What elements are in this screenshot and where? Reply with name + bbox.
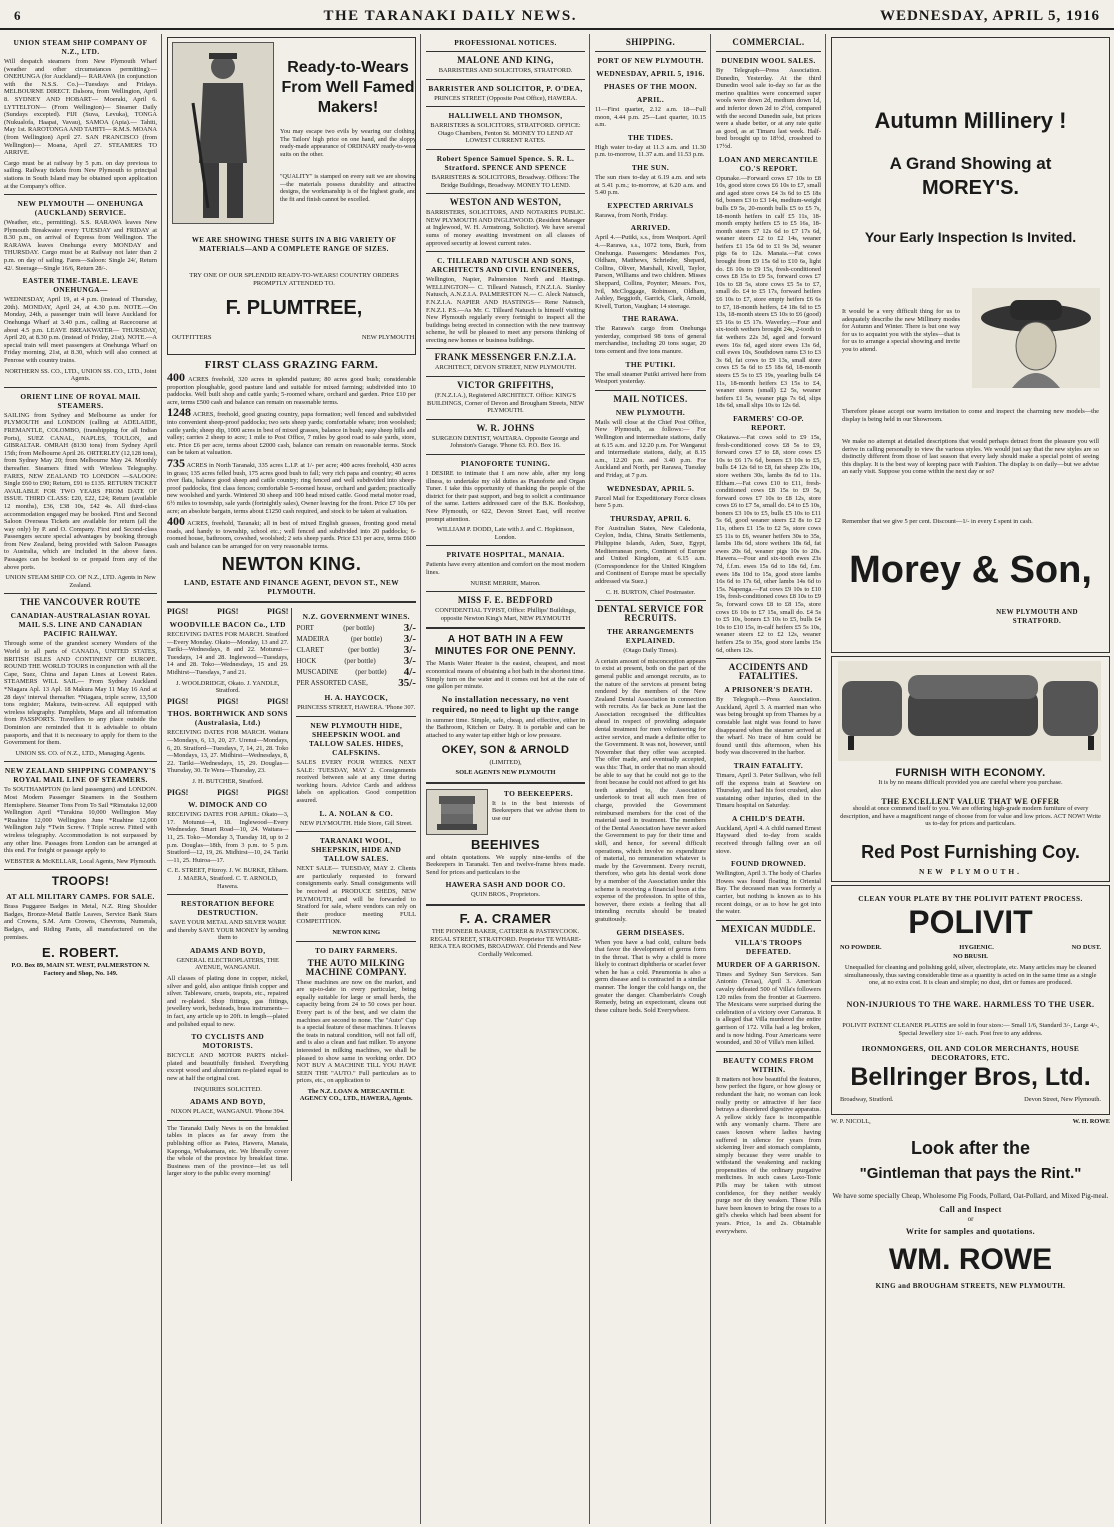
vancouver-route-sign: UNION SS. CO. of N.Z., LTD., Managing Agents. <box>15 749 146 757</box>
pig-food-text: We have some specially Cheap, Wholesome Pig Foods, Pollard, Oat-Pollard, and Mixed Pig-meal. <box>832 1191 1109 1200</box>
red-post-advert <box>831 656 1110 882</box>
moon-month: APRIL. <box>636 95 665 104</box>
easter-timetable-heading: EASTER TIME-TABLE. LEAVE ONEHUNGA— <box>22 276 139 295</box>
okey-arnold-sub: (LIMITED), <box>489 758 522 766</box>
plumtree-location: NEW PLYMOUTH. <box>361 334 416 341</box>
mexican-heading: MEXICAN MUDDLE. <box>721 923 816 934</box>
pigs-banner-3: PIGS! PIGS! PIGS! <box>167 787 289 797</box>
messenger-text: ARCHITECT, DEVON STREET, NEW PLYMOUTH. <box>434 364 577 372</box>
dairy-heading: TO DAIRY FARMERS. <box>314 945 398 955</box>
train-text: Timaru, April 3. Peter Sullivan, who fell off the express train at Seaview on Thursday, and had his foot crushed, also sustaining other injuries, died in the Timaru hospital on Saturday. <box>716 771 821 810</box>
dimock-heading: W. DIMOCK AND CO <box>188 800 268 810</box>
hospital-sign: NURSE MERRIE, Matron. <box>470 579 541 587</box>
beehive-icon <box>427 790 487 834</box>
borthwick-sign: J. H. BUTCHER, Stratford. <box>192 777 264 785</box>
weston-heading: WESTON AND WESTON, <box>449 197 562 208</box>
bedford-text: CONFIDENTIAL TYPIST, Office: Phillips' Buildings, opposite Newton King's Mart, NEW PLYMOUTH <box>435 607 576 622</box>
quality-text: "QUALITY" is stamped on every suit we are showing—the materials possess durability and attractive designs, the workmanship is of the highest grade, and the fit and finish cannot be excelled. <box>280 173 416 203</box>
furnish-heading: FURNISH WITH ECONOMY. <box>895 767 1046 779</box>
beauty-heading: BEAUTY COMES FROM WITHIN. <box>723 1055 814 1074</box>
hawera-sash-sign: QUIN BROS., Proprietors. <box>470 891 541 899</box>
dimock-text: RECEIVING DATES FOR APRIL: Okato—3, 17. Motunui—4, 18. Inglewood—Every Wednesday. Smart Road—10, 24. Waitara—11, 25. Toko—Monday 3, Tuesday 18, up to 2 p.m. Douglas—18th, from 3 p.m. to 5 p.m. Stratford—12, 19, 26. Midhirst—10, 24. Tariki—11, 25. Huiroa—17. <box>167 811 289 864</box>
restoration-text: SAVE YOUR METAL AND SILVER WARE and thereby SAVE YOUR MONEY by sending them to <box>167 919 289 942</box>
auto-milking-text: These machines are now on the market, and are up-to-date in every particular, being equally suitable for large or small herds, the capacity being from 24 to 50 cows per hour. Every part is of the best, and we claim the machines are second to none. The "Auto" Cup is a special feature of these machines. It leaves the teats in natural condition, will not fall off, and is also a clean and fast milker. To anyone interested in milking machines, we shall be pleased to show same in working order. DO NOT BUY A MACHINE TILL YOU HAVE SEEN THE "AUTO." Full particulars as to prices, etc., on application to <box>296 978 416 1085</box>
beehives-heading: BEEHIVES <box>471 836 540 852</box>
adams-boyd-2-addr: NIXON PLACE, WANGANUI. 'Phone 394. <box>170 1108 285 1116</box>
nzp-hide-heading: NEW PLYMOUTH HIDE, SHEEPSKIN WOOL and TALLOW SALES. HIDES, CALFSKINS. <box>309 721 404 758</box>
auto-milking-heading: THE AUTO MILKING MACHINE COMPANY. <box>305 957 407 977</box>
borthwick-heading: THOS. BORTHWICK AND SONS (Australasia, Ltd.) <box>167 709 288 728</box>
farm-listing-2 <box>167 405 416 457</box>
nz-wines-heading: N.Z. GOVERNMENT WINES. <box>302 612 410 622</box>
pigs-banner-2: PIGS! PIGS! PIGS! <box>167 696 289 706</box>
therefore-text: Therefore please accept our warm invitation to come and inspect the charming new models—the display is being held in our Showroom. <box>842 408 1099 423</box>
messenger-heading: FRANK MESSENGER F.N.Z.I.A. <box>434 352 577 363</box>
wool-sales-heading: DUNEDIN WOOL SALES. <box>721 56 816 65</box>
wine-unit: (per bottle) <box>344 657 376 666</box>
odea-heading: BARRISTER AND SOLICITOR, P. O'DEA, <box>428 83 583 93</box>
shipping-date: WEDNESDAY, APRIL 5, 1916. <box>596 69 705 78</box>
dental-text: A certain amount of misconception appears to exist at present, both on the part of the general public and amongst recruits, as to the nature of the services at present being rendered by the members of the New Zealand Dental Association in connection with recruits. As far back as June last the Association recognised the difficulties ahead in respect of providing adequate dental treatment for men volunteering for active service, and made a definite offer to the Government. It was not, however, until November that they offer was accepted. The offer made, and eventually accepted, was this: That, in order that no man should be able to say that he could not go to the front because he could not afford to get his teeth attended to, the Association undertook to treat all such men free of charge, provided the Government reimbursed members for the cost of the material used in treatment. The members of the Dental Association have never asked the Government to pay for their time and skill, and hence, for several difficult operations, which involve no expenditure of material, no remuneration whatever is made by the Government. Every recruit, therefore, who gets his dental work done by a member of the Association under this scheme is receiving a financial boon at the expense of the profession. In spite of this, however, there exists a feeling that all intending recruits should be treated gratuitously. <box>595 657 706 923</box>
train-heading: TRAIN FATALITY. <box>733 760 804 770</box>
farm-2-text: ACRES, freehold, good grazing country, papa formation; well fenced and subdivided into convenient sheep-proof paddocks; two sets sheep yards; comfortable whare; iron woolshed; cattle yards; sheep dip, 1000 acres in best of mixed grasses, balance in bush; easy sheep hills and valley; carries 2 sheep to acre; 1 mile to Post Office, 7 miles by good road to sale yards, store, etc. Price £6 per acre, terms about £2000 cash, balance can remain on reasonable terms. Stock can be taken at valuation. <box>167 411 416 457</box>
sun-heading: THE SUN. <box>631 162 670 172</box>
farm-4-acres: 400 <box>167 514 185 529</box>
sun-text: The sun rises to-day at 6.19 a.m. and sets at 5.41 p.m.; to-morrow, at 6.20 a.m. and 5.40 p.m. <box>595 173 706 197</box>
okey-arnold-agents: SOLE AGENTS NEW PLYMOUTH <box>455 769 556 777</box>
hospital-text: Patients have every attention and comfort on the most modern lines. <box>426 561 585 576</box>
haycock-name: H. A. HAYCOCK, <box>324 693 388 703</box>
spence-heading: Robert Spence Samuel Spence. S. R. L. Stratford. SPENCE AND SPENCE <box>436 153 575 172</box>
piano-sign: WILLIAM P. DODD, Late with J. and C. Hopkinson, London. <box>436 526 575 541</box>
adams-boyd-sub: GENERAL ELECTROPLATERS, THE AVENUE, WANGANUI. <box>176 956 279 972</box>
vancouver-route-text: Through some of the grandest scenery Wonders of the World to all parts of CANADA, UNITED STATES, BRITISH ISLES AND CONTINENT OF EUROPE. ROUND THE WORLD TOURS in conjunction with all the Cape, Suez, China and Japan Lines at Lowest Rates. STEAMERS WILL SAIL— From Sydney Auckland *Niagara Apl. 13 Apl. 18 Makura May 11 May 16 And at 28 days' interval thereafter. *Niagara, triple screw, 13,500 tons register; Makura, twin-screw. All equipped with wireless telegraphy. Pamphlets, Maps and all information from PASSPORTS. Travellers to any place outside the Dominion are reminded that it is advisable to obtain passports, and that it is necessary to apply for them to the Government for them. <box>4 640 157 747</box>
farm-1-acres: 400 <box>167 370 185 384</box>
polivit-top-line: CLEAN YOUR PLATE BY THE POLIVIT PATENT PROCESS. <box>858 894 1083 903</box>
tides-heading: THE TIDES. <box>627 132 674 142</box>
taranaki-wool-heading: TARANAKI WOOL, SHEEPSKIN, HIDE AND TALLOW SALES. <box>311 836 402 864</box>
column-3 <box>422 34 590 1524</box>
piano-heading: PIANOFORTE TUNING. <box>460 459 551 469</box>
polivit-nobrush: NO BRUSH. <box>953 953 988 960</box>
wine-price: 4/- <box>403 666 416 679</box>
adams-boyd-text: All classes of plating done in copper, nickel, silver and gold, also antique finish copper and silver. Tableware, cruets, teapots, etc., repaired and re-plated. Shop fittings, gas fittings, jewellery work, bedsteads, brass instruments—in fact, any article up to 20ft. in length—plated and polished equal to new. <box>167 975 289 1028</box>
hot-bath-text: The Manis Water Heater is the easiest, cheapest, and most economical means of obtaining a hot bath in the shortest time. Simply turn on the water and it comes out hot at the rate of one gallon per minute. <box>426 660 585 691</box>
garrison-heading: MURDER OF A GARRISON. <box>716 959 821 969</box>
expected-text: Rarawa, from North, Friday. <box>595 211 668 219</box>
inspection-invite: Your Early Inspection Is Invited. <box>864 229 1077 245</box>
polivit-feature: HYGIENIC. <box>959 944 994 951</box>
putiki-heading: THE PUTIKI. <box>625 359 676 369</box>
rowe-small-name: W. H. ROWE <box>1072 1118 1110 1125</box>
livestock-adverts <box>167 608 416 1180</box>
grazing-farm-heading: FIRST CLASS GRAZING FARM. <box>204 359 379 371</box>
thursday-text: For Australian States, New Caledonia, Ceylon, India, China, Straits Settlements, Philippine Islands, Aden, Suez, Egypt, Mediterranean ports, Continent of Europe and United Kingdom, at 6.15 a.m. (Correspondence for the United Kingdom and Continent of Europe must be specially addressed via Suez.) <box>595 524 706 585</box>
adams-boyd-2-name: ADAMS AND BOYD, <box>189 1097 266 1107</box>
putiki-text: The small steamer Putiki arrived here from Westport yesterday. <box>595 370 706 386</box>
halliwell-text: BARRISTERS & SOLICITORS, STRATFORD. OFFICE: Otago Chambers, Fenton St. MONEY TO LEND AT LOWEST CURRENT RATES. <box>430 122 581 145</box>
morey-son-name: Morey & Son, <box>849 549 1092 591</box>
adams-boyd-name: ADAMS AND BOYD, <box>189 945 266 955</box>
column-2 <box>163 34 421 1524</box>
lady-portrait-illustration <box>972 288 1100 388</box>
column-1 <box>0 34 162 1524</box>
orders-text: TRY ONE OF OUR SPLENDID READY-TO-WEARS! COUNTRY ORDERS PROMPTLY ATTENDED TO. <box>189 272 399 287</box>
farm-listing-1 <box>167 370 416 406</box>
odea-text: PRINCES STREET (Opposite Post Office), HAWERA. <box>434 94 577 102</box>
installation-text: in summer time. Simple, safe, cheap, and effective, either in the Bathroom, Kitchen or Dairy. It is portable and can be attached to any water tap either high or low pressure. <box>426 716 585 739</box>
wine-name: PER ASSORTED CASE, <box>296 679 368 688</box>
onehunga-service-text: (Weather, etc., permitting). S.S. RARAWA leaves New Plymouth Breakwater every TUESDAY and FRIDAY at 8.30 p.m., on arrival of Express from Wellington. The RARAWA leaves Onehunga every MONDAY and THURSDAY. Cargo must be at Railway not later than 2 p.m. on day of sailing. Fares—Saloon: Single 24/, Return 42/. Steerage—Single 16/6, Return 28/-. <box>4 219 157 272</box>
orient-line-text: SAILING from Sydney and Melbourne as under for PLYMOUTH and LONDON (calling at ADELAIDE, FREMANTLE, COLOMBO, (transhipping for all Indian Ports), SUEZ CANAL, NAPLES, TOULON, and GIBRALTAR. OMRAH (8130 tons) from Sydney April 15th; from Melbourne April 26. ORTERLEY (12,128 tons), from Sydney May 20; from Melbourne May 24. Monthly thereafter. Steamers fitted with Wireless Telegraphy. FARES, NEW ZEALAND TO LONDON —SALOON: Single £60 to £90; Return, £91 to £135. RETURN TICKET AVAILABLE FOR TWO YEARS FROM DATE OF ISSUE. THIRD CLASS: £20, £22, £24; Return (available 12 months), £36, £38 10s, £42 4s. All third-class accommodation engaged may be booked. First and Second Saloon Overseas Tickets are available for return (all the way only) by P. and O. Company. First and Second-class Passengers secure special advantages by booking through from New Zealand, being provided with Saloon Passages to Australia, which are included in the above fares. Passages can be booked to or prepaid from any of the above ports. <box>4 411 157 571</box>
rowe-name: WM. ROWE <box>888 1243 1053 1277</box>
wine-name: PORT <box>296 624 314 633</box>
wine-unit: (per bottle) <box>355 668 387 677</box>
natusch-heading: C. TILLEARD NATUSCH AND SONS, ARCHITECTS AND CIVIL ENGINEERS, <box>431 256 580 275</box>
furniture-illustration <box>838 661 1101 761</box>
spence-text: BARRISTERS & SOLICITORS, Broadway. Offices: The Bridge Buildings, Broadway. MONEY TO LEND. <box>431 173 580 189</box>
prisoner-heading: A PRISONER'S DEATH. <box>724 685 813 695</box>
moon-text: 11—First quarter, 2.12 a.m. 18—Full moon, 4.44 p.m. 25—Last quarter, 10.15 a.m. <box>595 106 706 129</box>
morey-millinery-advert <box>831 37 1110 653</box>
okey-arnold-name: OKEY, SON & ARNOLD <box>441 743 570 756</box>
mail-heading: MAIL NOTICES. <box>613 393 688 404</box>
wine-row <box>296 678 416 689</box>
coop-report-text: Okaiawa.—Fat cows sold to £9 15s, fresh-conditioned cows £8 5s to £9, forward cows £7 to £8, store cows £5 10s to £6 17s 6d, boners £3 10s to £5, bulls £4 12s 6d to £8, fat sheep 23s 10s, store wethers 30s, lambs 8s 6d to 11s. Eltham.—Fat cows £10 to £11, fresh-conditioned cows £8 15s to £9 5s, forward cows £7 10s to £8 12s, store cows £6 to £7 5s, small do. £4 to £5 10s, boners £3 10s to £5, bulls £5 10s to £11 5s 6d, good weaner steers £2 8s to £2 11s, others £1 15s to £2 5s, store cows £5 11s to £6, weaner heifers 30s to 35s, lambs 18s 6d, store wethers 18s 6d, fat ewes 20s 6d, weaner pigs 10s to 20s. Hawera.—Four and six-tooth ewes 23s 7d, f.f.m. ewes 15s 6d to 18s 6d, f.m. ewes 18s 10d to 15s, good store lambs 16s 6d to 17s 6d, other lambs 14s 6d to 15s. Napenga.—Fat cows £9 10s to £10 19s, fresh-conditioned cows £8 10s to £9 5s, forward cows £8 to £8 15s, store cows £6 10s to £7 15s, small do. £4 5s to £5 10s, boners £3 10s to £5, bulls £4 10s to £10 15s, in-calf heifers £5 5s 10s, weaner steers £2 to £2 12s, weaner heifers 25s to 35s, good store lambs 15s 6d, others 12s. <box>716 433 821 654</box>
child-text: Auckland, April 4. A child named Ernest Hayward died to-day from scalds received through falling over an oil stove. <box>716 824 821 855</box>
wool-sales-text: By Telegraph—Press Association. Dunedin, Yesterday. At the third Dunedin wool sale to-day so far as the merino qualities were concerned super wools were down 2d, medium down 1d, and inferior down 2d to 2½d, compared with the second Dunedin sale, but prices were a shade better, or at any rate quite as good, as at Timaru last week. Half-bred brought up to 18½d, crossbred to 17½d. <box>716 67 821 150</box>
column-4 <box>591 34 711 1524</box>
rarawa-heading: THE RARAWA. <box>622 314 679 324</box>
shipping-heading: SHIPPING. <box>625 37 676 47</box>
wine-price: 35/- <box>398 677 416 690</box>
loan-report-heading: LOAN AND MERCANTILE CO.'S REPORT. <box>718 154 819 173</box>
port-heading: PORT OF NEW PLYMOUTH. <box>597 56 704 65</box>
tides-text: High water to-day at 11.3 a.m. and 11.30 p.m. to-morrow, 11.37 a.m. and 11.53 p.m. <box>595 143 706 159</box>
mail-text: Mails will close at the Chief Post Office, New Plymouth, as follows:— For Wellington and intermediate stations, daily at 6.15 a.m. and 12.20 p.m. For Wanganui and intermediate stations, daily, at 8.15 a.m., 12.20 p.m. and 3.40 p.m. For Auckland and North, per Rarawa, Tuesday and Friday, at 7 p.m. <box>595 418 706 479</box>
bellringer-footer <box>840 1096 1101 1104</box>
mail-sub: NEW PLYMOUTH. <box>615 407 686 417</box>
discount-text: Remember that we give 5 per cent. Discount—1/- in every £ spent in cash. <box>842 518 1033 525</box>
excellent-heading: THE EXCELLENT VALUE THAT WE OFFER <box>881 797 1060 806</box>
autumn-millinery-headline: Autumn Millinery ! <box>874 108 1067 133</box>
wine-price: 3/- <box>403 655 416 668</box>
woodville-heading: WOODVILLE BACON Co., LTD <box>169 620 286 630</box>
borthwick-text: RECEIVING DATES FOR MARCH. Waitara—Mondays, 6, 13, 20, 27. Urenui—Mondays, 6, 20. Stratford—Tuesdays, 7, 14, 21, 28. Toko—Mondays, 13, 27. Midhirst—Wednesdays, 8, 22. Tariki—Wednesdays, 15, 29. Douglas—Thursday, 30. Te Wera—Thursday, 23. <box>167 729 289 775</box>
auto-milking-sign: The N.Z. LOAN & MERCANTILE AGENCY CO., LTD., HAWERA, Agents. <box>299 1087 413 1103</box>
wine-unit: (per bottle) <box>348 646 380 655</box>
red-post-name: Red Post Furnishing Coy. <box>861 842 1080 862</box>
dental-heading: DENTAL SERVICE FOR RECRUITS. <box>597 604 704 624</box>
hot-bath-heading: A HOT BATH IN A FEW MINUTES FOR ONE PENNY. <box>434 634 577 658</box>
johns-heading: W. R. JOHNS <box>476 422 535 433</box>
beekeepers-heading: TO BEEKEEPERS. <box>503 788 574 798</box>
wine-price: 3/- <box>403 633 416 646</box>
troops-heading: TROOPS! <box>51 874 110 889</box>
piano-text: I DESIRE to intimate that I am now able, after my long illness, to undertake my old duties as Pianoforte and Organ Tuner. I take this opportunity of thanking the people of the district for their past support, and beg to solicit a continuance of the same. Letters addressed care of the B.K. Bookshop, New Plymouth, or 622, Devon Street East, will receive prompt attention. <box>426 470 585 523</box>
lady-hat-icon <box>972 288 1100 388</box>
polivit-feature: NO POWDER. <box>840 944 882 951</box>
cyclists-text: BICYCLE AND MOTOR PARTS nickel-plated and beautifully finished. Everything except wood and aluminium re-plated equal to new at half the original cost. <box>167 1052 289 1082</box>
installation-heading: No installation necessary, no vent required, no need to light up the range <box>432 694 579 714</box>
coop-report-heading: FARMERS' CO-OP. REPORT. <box>733 413 804 432</box>
wine-row <box>296 645 416 656</box>
wine-name: CLARET <box>296 646 324 655</box>
rarawa-text: The Rarawa's cargo from Onehunga yesterday, comprised 98 tons of general merchandise, including 20 tons sugar, 20 tons cement and five tons manure. <box>595 325 706 356</box>
thursday-heading: THURSDAY, APRIL 6. <box>610 513 691 523</box>
pigs-banner-1: PIGS! PIGS! PIGS! <box>167 607 289 617</box>
beehives-text: and obtain quotations. We supply nine-tenths of the Beekeepers in Taranaki. Ten and twelve-frame hives made. Send for prices and particulars to the <box>426 853 585 876</box>
woodville-text: RECEIVING DATES FOR MARCH. Stratford—Every Monday. Okato—Monday, 13 and 27. Tariki—Wednesdays, 8 and 22. Motunui—Tuesdays, 14 and 28. Inglewood—Tuesdays, 14 and 28. Toko—Wednesdays, 15 and 29. Midhirst—Tuesdays, 7 and 21. <box>167 631 289 677</box>
dimock-sign: C. E. STREET, Fitzroy. J. W. BURKE, Eltham. J. MAERA, Stratford. C. T. ARNOLD, Hawera. <box>167 867 289 890</box>
tdn-circulation-text: The Taranaki Daily News is on the breakfast tables in places as far away from the publishing office as Patea, Hawera, Manaia, Kaponga, Whakamara, etc. We liberally cover the whole of the province by breakfast time. Business men of the province—let us tell larger story to the public every morning! <box>167 1124 289 1178</box>
commercial-heading: COMMERCIAL. <box>732 37 805 47</box>
mail-sign: C. H. BURTON, Chief Postmaster. <box>605 588 696 596</box>
call-inspect: Call and Inspect <box>939 1204 1002 1214</box>
bellringer-name: Bellringer Bros, Ltd. <box>850 1063 1091 1091</box>
plumtree-outfitters: OUTFITTERS <box>172 334 212 341</box>
malone-king-text: BARRISTERS AND SOLICITORS, STRATFORD. <box>438 67 573 74</box>
orient-line-heading: ORIENT LINE OF ROYAL MAIL STEAMERS. <box>20 391 141 410</box>
wine-name: HOCK <box>296 657 317 666</box>
haycock-address: PRINCESS STREET, HAWERA. 'Phone 307. <box>297 704 416 712</box>
newton-king-sub: LAND, ESTATE AND FINANCE AGENT, DEVON ST., NEW PLYMOUTH. <box>183 578 400 597</box>
millinery-text: It would be a very difficult thing for us to adequately describe the new Millinery modes for Autumn and Winter. There is but one way for us to acquaint you with the styles—that is for us to arrange a special showing and invite you to attend. <box>842 308 960 353</box>
wine-price: 3/- <box>403 644 416 657</box>
farm-3-acres: 735 <box>167 455 185 470</box>
wine-price: 3/- <box>403 622 416 635</box>
arrived-heading: ARRIVED. <box>630 223 671 233</box>
soldier-illustration <box>172 42 274 224</box>
gintleman-headline: "Gintleman that pays the Rint." <box>859 1164 1082 1182</box>
soldier-figure-icon <box>173 43 273 223</box>
nz-shipping-heading: NEW ZEALAND SHIPPING COMPANY'S ROYAL MAIL LINE OF STEAMERS. <box>4 766 157 785</box>
union-steamship-heading: UNION STEAM SHIP COMPANY OF N.Z., LTD. <box>13 38 148 56</box>
vancouver-route-sub: CANADIAN-AUSTRALASIAN ROYAL MAIL S.S. LINE AND CANADIAN PACIFIC RAILWAY. <box>10 611 151 639</box>
red-post-address: NEW PLYMOUTH. <box>918 867 1023 876</box>
drowned-heading: FOUND DROWNED. <box>731 859 806 869</box>
halliwell-heading: HALLIWELL AND THOMSON, <box>448 111 563 121</box>
rowe-header-line <box>831 1118 1110 1126</box>
malone-king-heading: MALONE AND KING, <box>457 55 554 65</box>
nolan-address: NEW PLYMOUTH. Hide Store, Gill Street. <box>299 819 413 827</box>
plumtree-advert <box>167 37 416 355</box>
wine-row <box>296 623 416 634</box>
plumtree-name: F. PLUMTREE, <box>225 297 363 319</box>
polivit-advert <box>831 885 1110 1115</box>
wine-row <box>296 656 416 667</box>
readytowear-text: You may escape two evils by wearing our clothing. The Tailors' high price on one hand, and the sloppy ready-made appearance of ORDINARY ready-to-wear suits on the other. <box>280 128 416 158</box>
cramer-name: F. A. CRAMER <box>459 911 552 927</box>
furnish-text: It is by no means difficult provided you are careful where you purchase. <box>878 779 1063 786</box>
bellringer-stratford: Broadway, Stratford. <box>840 1096 894 1103</box>
polivit-feature: NO DUST. <box>1071 944 1101 951</box>
griffiths-heading: VICTOR GRIFFITHS, <box>457 380 554 391</box>
easter-timetable-text: WEDNESDAY, April 19, at 4 p.m. (instead of Thursday, 20th). MONDAY, April 24, at 4.30 p.m. NOTE.—On Monday, 24th, a passenger train will leave Auckland for Onehunga Wharf at 3.40 p.m., calling at Racecourse at about 4.5 p.m. LEAVE BREAKWATER— THURSDAY, April 20, at 8.30 p.m. (instead of Friday, 21st). NOTE.—A special train will meet passengers at Onehunga Wharf on Friday morning, 21st, at 8.30, which will also connect at Penrose with country trains. <box>4 296 157 364</box>
mexican-text: Times and Sydney Sun Services. San Antonio (Texas), April 3. American cavalry defeated 500 of Villa's followers 120 miles from the frontier at Guerrero. The Mexicans were surprised during the celebration of a victory over Carranza. It is alleged that Villa murdered the entire garrison of 172. Villa had a leg broken, and is now hiding. Four Americans were wounded, and 30 of Villa's men killed. <box>716 970 821 1047</box>
polivit-name: POLIVIT <box>908 904 1033 940</box>
wines-list <box>296 623 416 689</box>
prisoner-text: By Telegraph.—Press Association. Auckland, April 3. A married man who was being brought up from Thames by a constable last night was found to have disappeared when the steamer arrived at the wharf. No trace of him could be found until this afternoon, when his body was discovered in the harbor. <box>716 696 821 757</box>
troops-text: Brass Puggaree Badges in Metal, N.Z. Ring Shoulder Badges, Bronze-Metal Battle Leaves, Service Bank Stars and Crowns, S.M. Arm Crowns, Chevrons, Numerals, Badges, and Riding Pants, all manufactured on the premises. <box>4 903 157 941</box>
hospital-heading: PRIVATE HOSPITAL, MANAIA. <box>446 550 565 560</box>
wednesday-heading: WEDNESDAY, APRIL 5. <box>606 483 695 493</box>
beehive-illustration <box>426 789 488 835</box>
nicoll-name: W. P. NICOLL, <box>831 1118 871 1125</box>
union-steamship-notes: Cargo must be at railway by 5 p.m. on day previous to sailing. Railway tickets from New Plymouth to principal stations in South Island may be obtained upon application at the Company's office. <box>4 159 157 190</box>
polivit-sold: IRONMONGERS, OIL AND COLOR MERCHANTS, HOUSE DECORATORS, ETC. <box>861 1044 1080 1062</box>
professional-notices-heading: PROFESSIONAL NOTICES. <box>454 38 557 47</box>
troops-sub: AT ALL MILITARY CAMPS. FOR SALE. <box>6 892 155 902</box>
newspaper-title: THE TARANAKI DAILY NEWS. <box>323 7 578 24</box>
polivit-features <box>840 944 1101 952</box>
morey-son-address: NEW PLYMOUTH AND STRATFORD. <box>996 608 1078 625</box>
polivit-text: Unequalled for cleaning and polishing gold, silver, electroplate, etc. Many articles may be cleaned simultaneously, thus saving considerable time as a quantity is acted on in the same time as a single one, at no extra cost. It is clean and simple; no dust, dirt or fumes are produced. <box>844 964 1097 987</box>
or-line: or <box>967 1214 974 1223</box>
wine-name: MADEIRA <box>296 635 330 644</box>
nzp-hide-text: SALES EVERY FOUR WEEKS. NEXT SALE: TUESDAY, MAY 2. Consignments received between sale at any time during working hours. Advice Cards and address labels on application. Good competition assured. <box>296 759 416 805</box>
masthead <box>0 4 1114 30</box>
write-samples: Write for samples and quotations. <box>905 1227 1036 1237</box>
griffiths-text: (F.N.Z.I.A.), Registered ARCHITECT. Office: KING'S BUILDINGS, Corner of Devon and Brougham Streets, NEW PLYMOUTH. <box>426 392 585 415</box>
villa-heading: VILLA'S TROOPS DEFEATED. <box>734 937 803 956</box>
pigs-column <box>167 608 292 1180</box>
moreys-name: MOREY'S. <box>922 177 1019 199</box>
column-6 <box>827 34 1114 1524</box>
showing-text: WE ARE SHOWING THESE SUITS IN A BIG VARIETY OF MATERIALS—AND A COMPLETE RANGE OF SIZES. <box>191 236 397 253</box>
robert-name: E. ROBERT. <box>42 945 119 961</box>
wine-unit: (per bottle) <box>350 635 383 644</box>
attempt-text: We make no attempt at detailed descriptions that would perhaps detract from the pleasure you will derive in calling personally to view the various styles. We would just say that the new styles are so distinctly different from those of last season that every lady should make a special point of seeing this display. It is the best way of keeping pace with Fashion. The display is on daily—but we advise an early visit. Suppose you come within the next day or so? <box>842 438 1099 476</box>
newton-king-name: NEWTON KING. <box>221 554 362 575</box>
robert-address: P.O. Box 89, MAIN ST. WEST, PALMERSTON N. Factory and Shop, No. 149. <box>11 962 150 977</box>
wednesday-text: Parcel Mail for Expeditionary Force closes here 5 p.m. <box>595 494 706 510</box>
child-heading: A CHILD'S DEATH. <box>732 813 805 823</box>
weston-text: BARRISTERS, SOLICITORS, AND NOTARIES PUBLIC. NEW PLYMOUTH AND INGLEWOOD. (Resident Manager at Inglewood, W. H. Armstrong, Solicitor). We have several sums of money awaiting investment on all classes of approved security at lowest current rates. <box>426 209 585 247</box>
taranaki-wool-text: NEXT SALE— TUESDAY, MAY 2. Clients are particularly requested to forward consignments early. Small consignments will be received at PRODUCE SHEDS, NEW PLYMOUTH, and will be forwarded to Stratford for sale, where vendors can rely on their produce meeting FULL COMPETITION. <box>296 865 416 926</box>
expected-heading: EXPECTED ARRIVALS <box>607 200 694 210</box>
union-steamship-text: Will despatch steamers from New Plymouth Wharf (weather and other circumstances permitting):— ONEHUNGA (for Auckland)— RARAWA (in conjunction with the N.S.S. Co.)—Tuesdays and Fridays. MELBOURNE DIRECT. Dalsora, from Wellington, April 8. SYDNEY AND HOBART— Moeraki, April 6. LYTTELTON— (From Wellington)— Steamer Daily (Sundays excepted). FIJI (Suva, Levuka), TONGA (Nukualofa, Haapai, Vavau), SAMOA (Apia).— Tahiti, May 1st. RAROTONGA AND TAHITI— R.M.S. MOANA (from Wellington) April 27. SAN FRANCISCO (from Wellington)— Moana, April 27. STEAMERS TO ARRIVE. <box>4 58 157 157</box>
wine-name: MUSCADINE <box>296 668 339 677</box>
issue-date: WEDNESDAY, APRIL 5, 1916 <box>879 7 1100 24</box>
readytowear-headline: Ready-to-Wears From Well Famed Makers! <box>281 59 415 116</box>
johns-text: SURGEON DENTIST, WAITARA. Opposite George and Johnston's Garage. 'Phone 63. P.O. Box 16. <box>431 434 580 450</box>
bellringer-new-plymouth: Devon Street, New Plymouth. <box>1024 1096 1101 1103</box>
easter-timetable-sign: NORTHERN SS. CO., LTD., UNION SS. CO., LTD., Joint Agents. <box>4 367 157 383</box>
vancouver-route-heading: THE VANCOUVER ROUTE <box>20 597 141 608</box>
beauty-text: It matters not how beautiful the features, how perfect the figure, or how glossy or redundant the hair, no woman can look really pretty or attractive if her face betrays a disordered digestive apparatus. A yellow sickly face is incompatible with any womanly charm. There are cases known where ladies having suffered in silence for years from sickening liver and stomach complaints, simply because they were unable to withstand the weakening and racking propensities of the ordinary purgative medicines. In such cases Laxo-Tonic Pills may be taken with utmost confidence, for they neither weakly purge nor do they weaken. These Pills have been known to bring the roses to a girl's cheeks which had been absent for years. Price, 1s and 2s. Obtainable everywhere. <box>716 1075 821 1235</box>
onehunga-service-heading: NEW PLYMOUTH — ONEHUNGA (AUCKLAND) SERVICE. <box>17 199 144 218</box>
loan-report-text: Opunake.—Forward cows £7 10s to £8 10s, good store cows £6 10s to £7, small and aged store cows £4 3s 6d to £5 18s 6d, boners £3 to £3 14s, medium-weight bulls £9 5s, 20-month bulls £5 to £5 7s, 18-month heifers in calf £5 11s, 18-month empty heifers £5 to £5 16s, 18-month steers £7 12s 6d to £7 17s 6d, weaner steers £2 to £2 14s, weaner heifers £1 15s 6d to £1 9s 3d, weaner pigs 6s to 12s. Manaia.—Fat cows brought from £9 15s 6d to £10 6s, light do. £6 10s to £9 15s, fresh-conditioned cows £8 15s to £9 5s, forward cows £7 10s to £8 5s, store cows £5 5s to £7, small do. £4 to £5 17s, forward heifers £6 10s to £7, store empty heifers £6 6s to £7, 18-month heifers, £4 18s 6d to £5 13s, 18-month steers £5 10s to £6 (good) £5 16s to £5 17s. Waverley.—Four and six-tooth wethers brought 24s, 2-tooth to fat wethers 22s 3d, aged and forward ewes 16s 6d, aged store ewes 13s 6d, cull ewes 10s, Southdown rams £3 to £3 3s 6d, fat cows to £9 13s, small store cows £5 5s 6d to £5 18s 6d, 18-month steers £5 5s to £5 19s, yearling bulls £4 11s, 18-month heifers £3 15s to £4, weaner steers (small) £2 5s, weaner heifers £1 5s, weaner pigs 7s 6d, slips 18s 6d, small slips 10s to 12s 6d. <box>716 174 821 410</box>
wines-column <box>296 608 416 1180</box>
drowned-text: Wellington, April 3. The body of Charles Howes was found floating in Oriental Bay. The deceased man was formerly a carrier, but nothing is known as to his recent doings, or as to how he got into the water. <box>716 870 821 916</box>
farm-listing-4 <box>167 514 417 550</box>
moon-heading: PHASES OF THE MOON. <box>603 82 697 91</box>
grand-showing: A Grand Showing at <box>889 154 1052 173</box>
excellent-text: should at once commend itself to you. We are offering high-grade modern furniture of every description, and have a magnificent range of choose from for value and low prices. ACT NOW! Write us to-day for prices and particulars. <box>840 805 1101 828</box>
farm-4-text: ACRES, freehold, Taranaki; all in best of mixed English grasses, fronting good metal roads, and handy to township, school etc.; well fenced and subdivided into 20 paddocks; 6-roomed house, bathroom, cowshed, woolshed; 2 sets sheep yards. Price £31 per acre, terms £600 cash and balance can be arranged for on very reasonable terms. <box>167 520 417 550</box>
restoration-heading: RESTORATION BEFORE DESTRUCTION. <box>181 899 275 918</box>
farm-1-text: ACRES freehold, 320 acres in splendid pasture; 80 acres good bush; considerable proportion ploughable, good pasture land and suitable for mixed farming; subdivided into 10 paddocks. Well built shop and cattle yards; 5-roomed whare, orchard and garden. Price £10 per acre, terms £500 cash and balance can remain on reasonable terms. <box>167 376 416 406</box>
dental-sub: THE ARRANGEMENTS EXPLAINED. <box>606 627 695 646</box>
polivit-harmless: NON-INJURIOUS TO THE WARE. HARMLESS TO THE USER. <box>846 1000 1095 1009</box>
dental-source: (Otago Daily Times). <box>623 647 678 655</box>
cyclists-heading: TO CYCLISTS AND MOTORISTS. <box>191 1032 265 1051</box>
rowe-advert <box>831 1118 1110 1338</box>
taranaki-wool-sign: NEWTON KING <box>332 928 381 936</box>
wine-row <box>296 634 416 645</box>
cramer-text: THE PIONEER BAKER, CATERER & PASTRYCOOK. REGAL STREET, STRATFORD. Proprietor TE WHARE-REKA TEA ROOMS, BROADWAY. Old Friends and New Cordially Welcomed. <box>429 928 582 958</box>
beekeepers-text: It is in the best interests of Beekeepers that we advise them to use our <box>492 799 585 822</box>
sofa-chair-icon <box>838 661 1101 761</box>
look-after-headline: Look after the <box>910 1137 1030 1158</box>
nz-shipping-text: To SOUTHAMPTON (to land passengers) and LONDON. Most Modern Passenger Steamers in the Southern Hemisphere. Steamer Tons From To Sail *Rimutaka 12,000 Wellington April *Turakina 10,000 Wellington May *Ruahine 12,000 Wellington June *Ruahine 12,000 Wellington July *Twin Screw. †Triple screw. Fitted with wireless telegraphy. Accommodation is not surpassed by any other line. Passages from London can be arranged at this end. For freight or passage apply to <box>4 786 157 855</box>
inquiries-line: INQUIRIES SOLICITED. <box>193 1085 262 1093</box>
germ-text: When you have a bad cold, culture beds that favor the development of germs form in the throat. That is why a child is more likely to contract diphtheria or scarlet fever when he has a cold. Pneumonia is also a germ disease and is contracted in a similar manner. The longer the cold hangs on, the greater the danger. Chamberlain's Cough Remedy, being an expectorant, cleans out these culture beds. Sold Everywhere. <box>595 938 706 1014</box>
farm-3-text: ACRES in North Taranaki, 335 acres L.I.P. at 1/- per acre; 400 acres freehold, 430 acres in grass; 135 acres felled bush, 175 acres good bush to fall; very rich papa and country; 40 acres river flats, balance good sheep and cattle country; ring fenced and well subdivided into sheep-proof paddocks, first class fences; comfortable 5-roomed house, orchard and garden; practically new woolshed and yards. Wintered 30 sheep and 100 head mixed cattle. Good metal motor road, 6½ miles to township, sale yards (fortnightly sales), Owner leaving for the front. Price £7 10s per acre; an absolute bargain, terms about £1250 cash required, and stock to be taken at valuation. <box>167 461 416 515</box>
rowe-address: KING and BROUGHAM STREETS, NEW PLYMOUTH. <box>875 1282 1066 1291</box>
accidents-heading: ACCIDENTS AND FATALITIES. <box>728 662 809 682</box>
nz-shipping-sign: WEBSTER & McKELLAR, Local Agents, New Plymouth. <box>4 857 157 865</box>
arrived-text: April 4.—Putiki, s.s., from Westport. April 4.—Rarawa, s.s., 1072 tons, Burk, from Onehunga. Passengers: Mesdames Fox, Oldham, Matthews, Schrieder, Shepard, Collins, Oliver, Marshall, Kivell, Taylor, Parson, Williams and two children. Misses Sheppard, Collins, Poynter; Messrs. Fox, Ivil, McCloggage, Robinson, Oldham, Ashley, Beggioth, Garrick, Clark, Arnold, Kivell, Turton, Vaughan; 14 steerage. <box>595 234 706 310</box>
farm-listing-3 <box>167 455 416 515</box>
farm-2-acres: 1248 <box>167 405 191 420</box>
hawera-sash-name: HAWERA SASH AND DOOR CO. <box>445 880 566 890</box>
natusch-text: Wellington, Napier, Palmerston North and Hastings. WELLINGTON— C. Tilleard Natusch, F.N.Z.I.A. Stanley Natusch, A.N.Z.I.A. PALMERSTON N.— C. Aleck Natusch, F.N.Z.I.A. NAPIER AND HASTINGS— Rene Natusch, F.N.Z.I. P.S.—As Mr. C. Tilleard Natusch is himself visiting New Plymouth regularly every fortnight to inspect all the buildings being erected in connection with the new tramway scheme, he will be pleased to meet any persons thinking of erecting new homes or business buildings. <box>426 276 585 344</box>
bedford-heading: MISS F. E. BEDFORD <box>457 595 554 606</box>
germ-heading: GERM DISEASES. <box>616 927 685 937</box>
plumtree-footer <box>172 334 416 342</box>
orient-line-sign: UNION STEAM SHIP CO. OF N.Z., LTD. Agents in New Zealand. <box>5 574 156 589</box>
nolan-name: L. A. NOLAN & CO. <box>319 808 393 818</box>
column-5 <box>712 34 826 1524</box>
polivit-plates: POLIVIT PATENT CLEANER PLATES are sold in four sizes:— Small 1/6, Standard 3/-, Large 4/-, Special Jewellery size 1/- each. Post free to any address. <box>842 1022 1099 1037</box>
page-number: 6 <box>14 8 21 23</box>
wine-unit: (per bottle) <box>343 624 375 633</box>
woodville-sign: J. WOOLDRIDGE, Okato. J. YANDLE, Stratford. <box>176 679 280 695</box>
